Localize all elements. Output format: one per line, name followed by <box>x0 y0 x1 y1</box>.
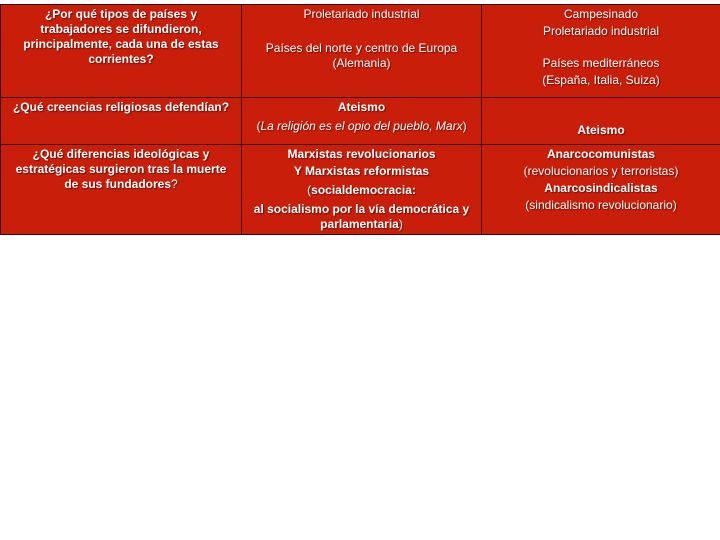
cell-line: Campesinado <box>563 7 639 21</box>
cell-line: Países del norte y centro de Europa (Alemania) <box>265 41 458 70</box>
cell-title: Ateismo <box>577 123 625 137</box>
cell-line: Países mediterráneos <box>542 56 660 70</box>
cell-line: Proletariado industrial <box>542 24 660 38</box>
cell-line: Anarcocomunistas <box>546 147 656 161</box>
cell-line: Anarcosindicalistas <box>544 181 658 195</box>
marxism-diffusion-cell <box>242 5 482 98</box>
marxism-religion-cell <box>242 98 482 145</box>
anarchism-religion-cell <box>482 98 720 145</box>
table-row <box>1 98 720 145</box>
cell-line <box>250 119 473 134</box>
table-row <box>1 5 720 98</box>
table-row <box>1 145 720 235</box>
cell-line: Proletariado industrial <box>303 7 420 21</box>
question-text: ¿Qué diferencias ideológicas y estratégicas surgieron tras la muerte de sus fundadores <box>15 147 227 191</box>
question-mark: ? <box>171 177 178 191</box>
comparison-table <box>0 4 720 235</box>
cell-line: (España, Italia, Suiza) <box>542 73 660 87</box>
marxism-ideology-cell <box>242 145 482 235</box>
cell-line: Y Marxistas reformistas <box>293 164 430 178</box>
cell-title: Ateismo <box>337 100 386 114</box>
cell-line: Marxistas revolucionarios <box>287 147 436 161</box>
cell-line <box>250 183 473 198</box>
cell-line <box>250 202 473 232</box>
cell-line: (sindicalismo revolucionario) <box>525 198 677 212</box>
paren-open: ( <box>307 183 312 197</box>
anarchism-diffusion-cell <box>482 5 720 98</box>
question-text: ¿Por qué tipos de países y trabajadores se difundieron, principalmente, cada una de estas corrientes? <box>23 7 219 66</box>
parliamentary-path: al socialismo por la vía democrática y parlamentaria <box>253 202 470 231</box>
question-cell-ideology <box>1 145 242 235</box>
paren-close: ) <box>462 119 467 133</box>
question-cell-religion <box>1 98 242 145</box>
question-cell-diffusion <box>1 5 242 98</box>
paren-close: ) <box>398 217 403 231</box>
marx-quote: La religión es el opio del pueblo, Marx <box>260 119 463 133</box>
paren-open: ( <box>256 119 261 133</box>
anarchism-ideology-cell <box>482 145 720 235</box>
cell-line: (revolucionarios y terroristas) <box>523 164 679 178</box>
socialdemocracia-label: socialdemocracia: <box>311 183 416 197</box>
question-text: ¿Qué creencias religiosas defendían? <box>12 100 230 114</box>
